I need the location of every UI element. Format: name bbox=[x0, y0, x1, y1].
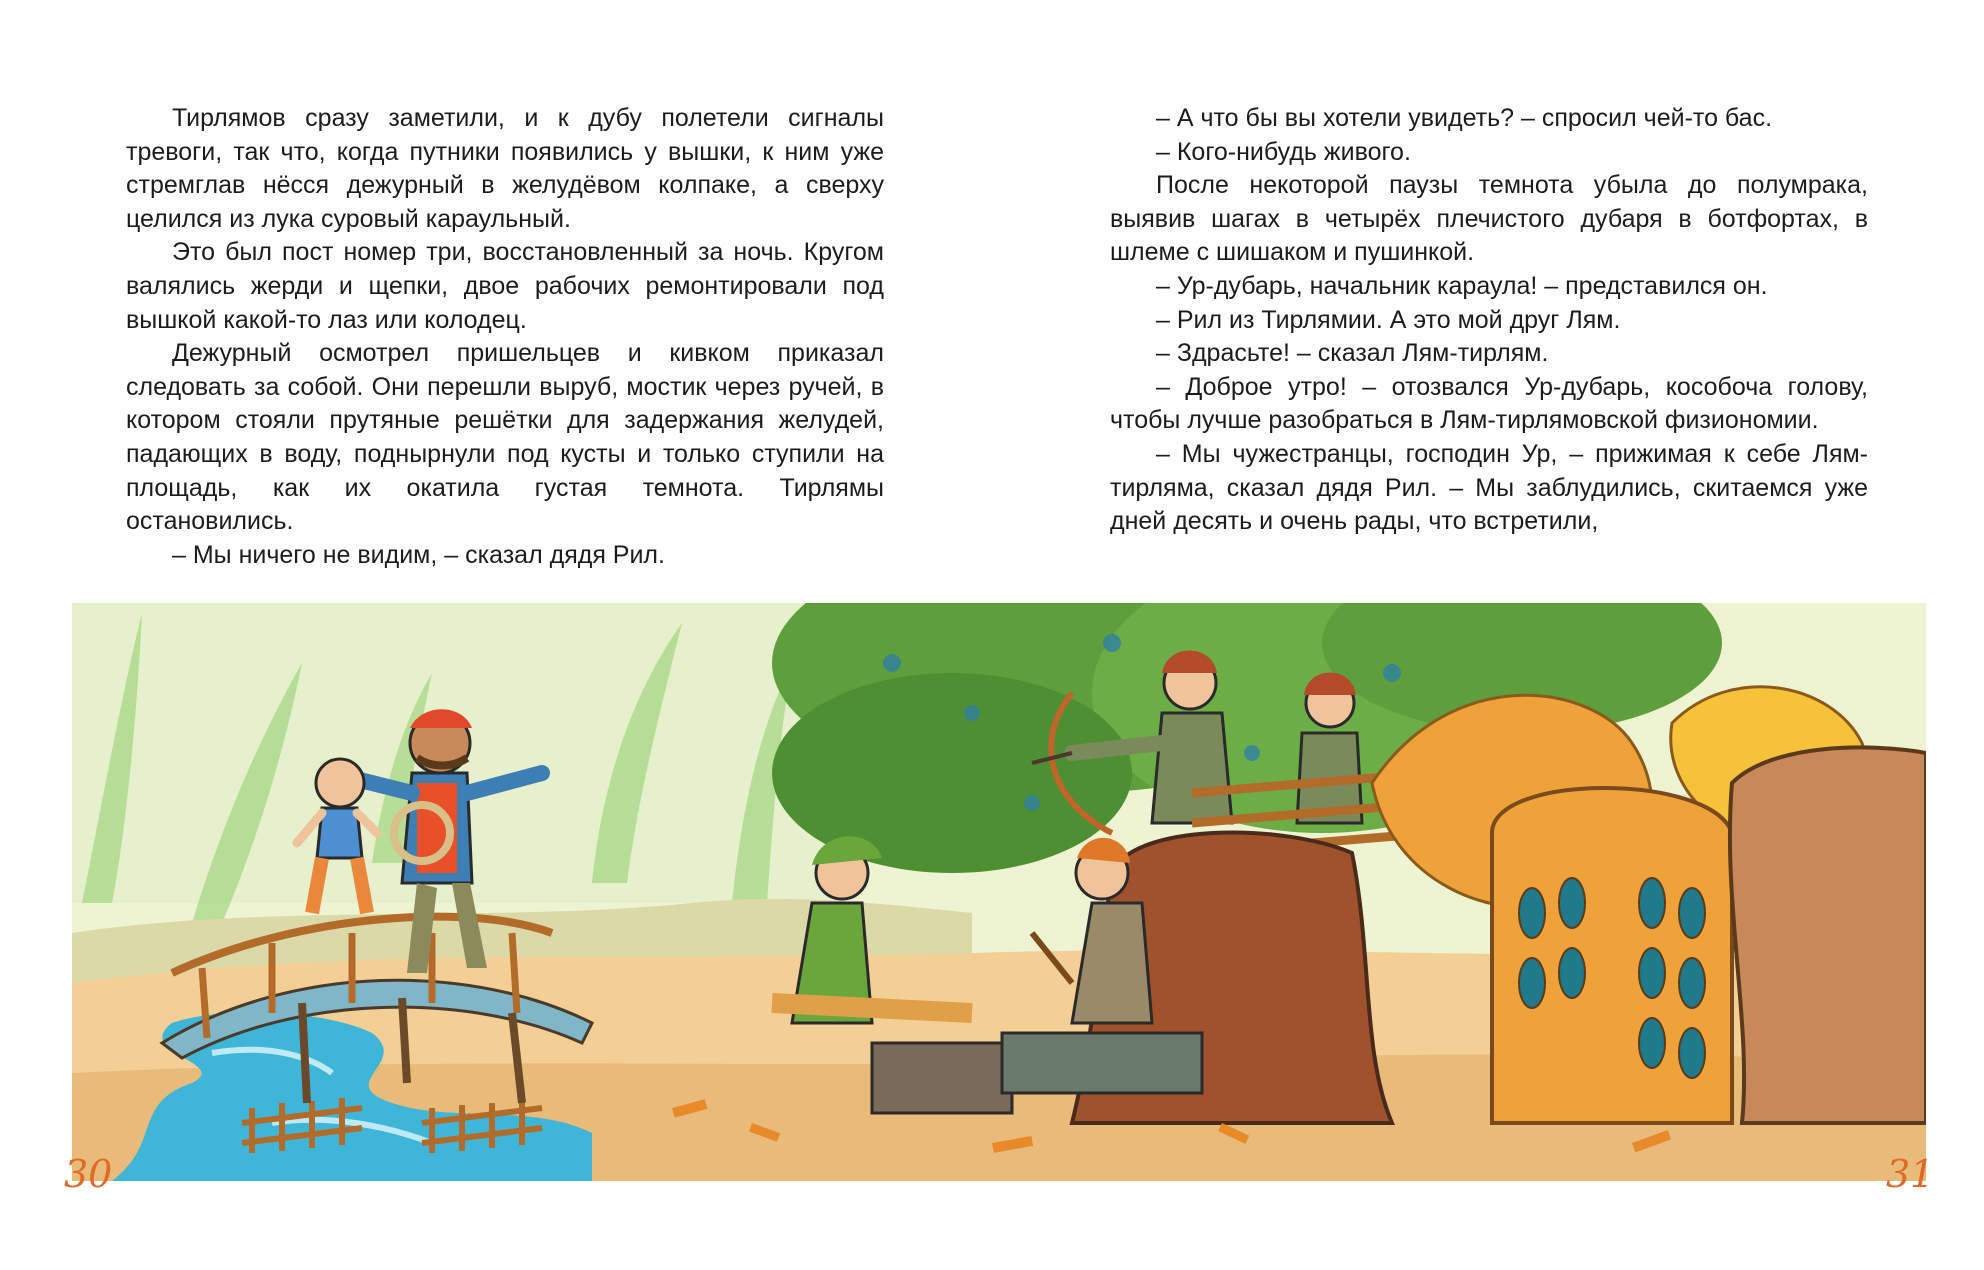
paragraph: – Мы ничего не видим, – сказал дядя Рил. bbox=[172, 540, 665, 569]
paragraph: – Мы чужестранцы, господин Ур, – прижимая к себе Лям-тирляма, сказал дядя Рил. – Мы заблудились, скитаемся уже дней десять и очень рады, что встретили, bbox=[1110, 439, 1868, 536]
tree-trunk bbox=[1730, 747, 1926, 1123]
acorn-door bbox=[1492, 788, 1732, 1123]
paragraph: Дежурный осмотрел пришельцев и кивком приказал следовать за собой. Они перешли выруб, мостик через ручей, в котором стояли прутяные решётки для задержания желудей, падающих в воду, поднырнули под кусты и только ступили на площадь, как их окатила густая темнота. Тирлямы остановились. bbox=[126, 339, 884, 536]
paragraph: После некоторой паузы темнота убыла до полумрака, выявив шагах в четырёх плечистого дубаря в ботфортах, в шлеме с шишаком и пушинкой. bbox=[1110, 171, 1868, 267]
paragraph: – Кого-нибудь живого. bbox=[1156, 137, 1411, 166]
paragraph: Это был пост номер три, восстановленный за ночь. Кругом валялись жерди и щепки, двое рабочих ремонтировали под вышкой какой-то лаз или колодец. bbox=[126, 238, 884, 334]
paragraph: – Ур-дубарь, начальник караула! – представился он. bbox=[1156, 271, 1768, 300]
story-illustration bbox=[72, 603, 1926, 1181]
left-page-text bbox=[126, 102, 884, 572]
guard bbox=[1297, 673, 1362, 824]
paragraph: Тирлямов сразу заметили, и к дубу полетели сигналы тревоги, так что, когда путники появились у вышки, к ним уже стремглав нёсся дежурный в желудёвом колпаке, а сверху целился из лука суровый караульный. bbox=[126, 104, 884, 233]
right-page-text bbox=[1110, 102, 1868, 539]
paragraph: – Здрасьте! – сказал Лям-тирлям. bbox=[1156, 339, 1549, 368]
illustration-art bbox=[72, 603, 1926, 1181]
paragraph: – Доброе утро! – отозвался Ур-дубарь, кособоча голову, чтобы лучше разобраться в Лям-тирлямовской физиономии. bbox=[1110, 372, 1868, 435]
paragraph: – Рил из Тирлямии. А это мой друг Лям. bbox=[1156, 305, 1621, 334]
page-number-left: 30 bbox=[64, 1152, 113, 1196]
paragraph: – А что бы вы хотели увидеть? – спросил чей-то бас. bbox=[1156, 104, 1773, 132]
page-number-right: 31 bbox=[1886, 1152, 1935, 1196]
